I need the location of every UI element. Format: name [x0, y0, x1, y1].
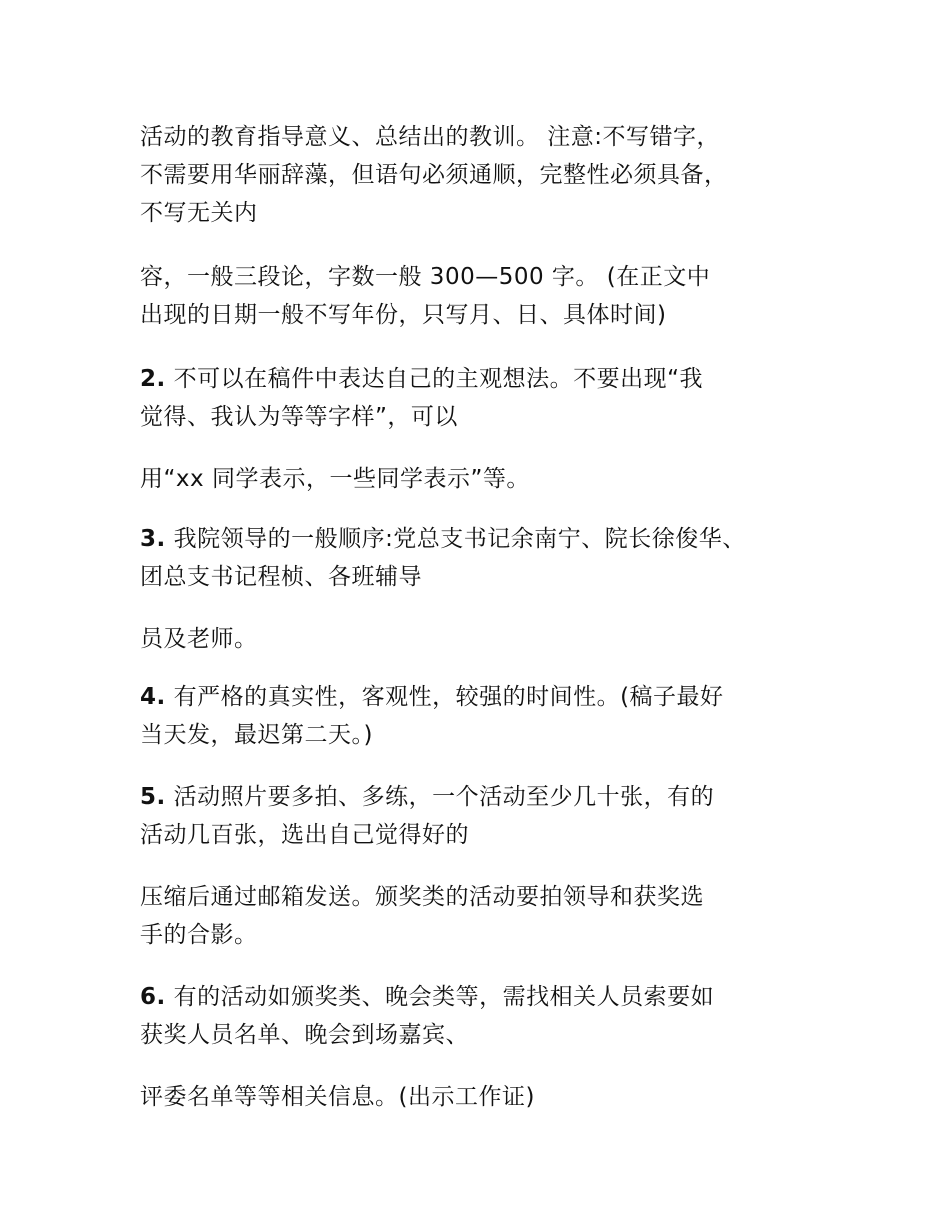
- text-line: 容，一般三段论，字数一般 300—500 字。 (在正文中: [140, 264, 711, 290]
- paragraph-intro-notes: [140, 118, 830, 232]
- item-number: 5.: [140, 784, 166, 810]
- text-line: 不写无关内: [140, 200, 258, 226]
- text-span: 有严格的真实性，客观性，较强的时间性。(稿子最好: [173, 684, 724, 710]
- text-line: [140, 520, 830, 558]
- paragraph-word-count: [140, 258, 830, 334]
- text-span: 有的活动如颁奖类、晚会类等，需找相关人员索要如: [173, 984, 715, 1010]
- paragraph-item-5-cont: [140, 878, 830, 954]
- text-line: [140, 978, 830, 1016]
- paragraph-item-5: [140, 778, 830, 854]
- item-number: 6.: [140, 984, 166, 1010]
- paragraph-item-6-cont: [140, 1078, 830, 1116]
- text-line: 活动的教育指导意义、总结出的教训。 注意:不写错字，: [140, 124, 721, 150]
- text-span: 我院领导的一般顺序:党总支书记余南宁、院长徐俊华、: [173, 526, 746, 552]
- item-number: 4.: [140, 684, 166, 710]
- text-line: 员及老师。: [140, 626, 258, 652]
- paragraph-item-4: [140, 678, 830, 754]
- text-line: [140, 360, 830, 398]
- text-line: 手的合影。: [140, 922, 258, 948]
- text-span: 活动照片要多拍、多练，一个活动至少几十张，有的: [173, 784, 715, 810]
- text-line: 不需要用华丽辞藻，但语句必须通顺，完整性必须具备，: [140, 162, 728, 188]
- item-number: 2.: [140, 366, 166, 392]
- text-line: [140, 678, 830, 716]
- text-line: 获奖人员名单、晚会到场嘉宾、: [140, 1022, 469, 1048]
- text-line: 用“xx 同学表示，一些同学表示”等。: [140, 466, 530, 492]
- text-line: 出现的日期一般不写年份，只写月、日、具体时间): [140, 302, 667, 328]
- item-number: 3.: [140, 526, 166, 552]
- text-span: 不可以在稿件中表达自己的主观想法。不要出现“我: [173, 366, 703, 392]
- paragraph-item-6: [140, 978, 830, 1054]
- text-line: 评委名单等等相关信息。(出示工作证): [140, 1084, 535, 1110]
- paragraph-item-2-cont: [140, 460, 830, 498]
- paragraph-item-3-cont: [140, 620, 830, 658]
- text-line: 活动几百张，选出自己觉得好的: [140, 822, 469, 848]
- text-line: 团总支书记程桢、各班辅导: [140, 564, 422, 590]
- text-line: 觉得、我认为等等字样”，可以: [140, 404, 458, 430]
- paragraph-item-3: [140, 520, 830, 596]
- text-line: 压缩后通过邮箱发送。颁奖类的活动要拍领导和获奖选: [140, 884, 704, 910]
- text-line: [140, 778, 830, 816]
- text-line: 当天发，最迟第二天。): [140, 722, 373, 748]
- paragraph-item-2: [140, 360, 830, 436]
